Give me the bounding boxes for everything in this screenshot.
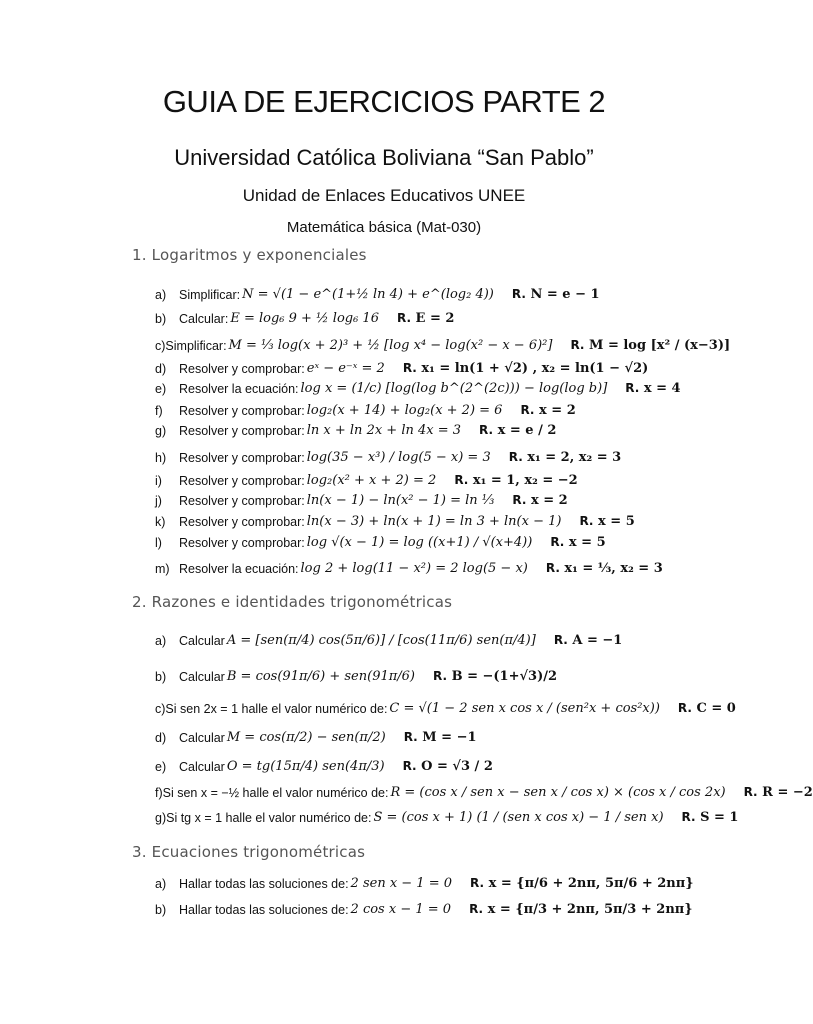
exercise-item: [155, 514, 728, 529]
answer-value: x = 4: [643, 381, 681, 396]
item-text: Calcular: [179, 759, 225, 774]
exercise-item: [155, 338, 731, 353]
item-expression: ln(x − 1) − ln(x² − 1) = ln ⅓: [306, 493, 495, 508]
answer-value: x = e / 2: [497, 423, 557, 438]
unit-name: Unidad de Enlaces Educativos UNEE: [242, 186, 526, 205]
item-text: Calcular:: [179, 311, 229, 326]
item-text: Resolver y comprobar:: [179, 514, 305, 529]
item-text: Resolver y comprobar:: [179, 423, 305, 438]
item-answer: [520, 403, 575, 418]
item-answer: [404, 730, 477, 745]
item-label: j): [155, 493, 162, 508]
answer-value: N = e − 1: [530, 287, 600, 302]
item-text: Resolver y comprobar:: [179, 450, 305, 465]
answer-value: x = 5: [568, 535, 606, 550]
course-name: Matemática básica (Mat-030): [286, 219, 482, 236]
item-text: Calcular: [179, 633, 225, 648]
exercise-item: [155, 473, 728, 488]
answer-value: E = 2: [415, 311, 455, 326]
exercise-item: [155, 450, 728, 465]
answer-prefix: R.: [402, 759, 417, 773]
exercise-item: [155, 902, 728, 917]
item-text: Resolver la ecuación:: [179, 381, 299, 396]
item-label: b): [155, 902, 167, 917]
item-label: i): [155, 473, 162, 488]
item-label: g): [155, 810, 167, 825]
item-expression: O = tg(15π/4) sen(4π/3): [226, 759, 385, 774]
item-answer: [512, 493, 567, 508]
item-label: g): [155, 423, 167, 438]
item-label: b): [155, 311, 167, 326]
answer-value: x = 2: [530, 493, 568, 508]
item-expression: log(35 − x³) / log(5 − x) = 3: [306, 450, 491, 465]
item-answer: [512, 287, 600, 302]
answer-value: C = 0: [696, 701, 736, 716]
answer-prefix: R.: [403, 730, 418, 744]
item-label: d): [155, 361, 167, 376]
item-label: k): [155, 514, 166, 529]
section-heading: 1. Logaritmos y exponenciales: [132, 246, 367, 264]
item-text: Calcular: [179, 669, 225, 684]
item-label: l): [155, 535, 162, 550]
section-heading: 3. Ecuaciones trigonométricas: [132, 843, 366, 861]
item-answer: [570, 338, 730, 353]
answer-value: x = {π/6 + 2nπ, 5π/6 + 2nπ}: [488, 876, 694, 891]
exercise-item: [155, 759, 728, 774]
answer-value: x₁ = 2, x₂ = 3: [527, 450, 622, 465]
item-text: Hallar todas las soluciones de:: [179, 876, 349, 891]
answer-prefix: R.: [520, 403, 535, 417]
item-text: Si sen x = −½ halle el valor numérico de:: [162, 785, 389, 800]
item-expression: B = cos(91π/6) + sen(91π/6): [226, 669, 416, 684]
item-label: e): [155, 759, 167, 774]
item-expression: log₂(x² + x + 2) = 2: [306, 473, 437, 488]
exercise-item: [155, 785, 813, 800]
item-answer: [509, 450, 621, 465]
item-text: Resolver y comprobar:: [179, 535, 305, 550]
exercise-item: [155, 669, 728, 684]
exercise-item: [155, 561, 728, 576]
item-answer: [469, 902, 693, 917]
answer-prefix: R.: [553, 633, 568, 647]
answer-prefix: R.: [469, 902, 484, 916]
item-text: Calcular: [179, 730, 225, 745]
item-label: m): [155, 561, 170, 576]
item-expression: ln(x − 3) + ln(x + 1) = ln 3 + ln(x − 1): [306, 514, 562, 529]
item-expression: log₂(x + 14) + log₂(x + 2) = 6: [306, 403, 503, 418]
item-text: Si tg x = 1 halle el valor numérico de:: [166, 810, 372, 825]
page-title: GUIA DE EJERCICIOS PARTE 2: [162, 84, 606, 119]
item-expression: log √(x − 1) = log ((x+1) / √(x+4)): [306, 535, 533, 550]
item-expression: ln x + ln 2x + ln 4x = 3: [306, 423, 462, 438]
answer-prefix: R.: [545, 561, 560, 575]
item-text: Resolver y comprobar:: [179, 473, 305, 488]
item-answer: [454, 473, 577, 488]
exercise-item: [155, 633, 728, 648]
exercise-item: [155, 493, 728, 508]
item-answer: [470, 876, 694, 891]
item-expression: E = log₆ 9 + ½ log₆ 16: [230, 311, 379, 326]
item-expression: A = [sen(π/4) cos(5π/6)] / [cos(11π/6) sen(π/4)]: [226, 633, 536, 648]
exercise-item: [155, 730, 728, 745]
answer-value: x = {π/3 + 2nπ, 5π/3 + 2nπ}: [487, 902, 693, 917]
answer-prefix: R.: [511, 287, 526, 301]
answer-prefix: R.: [470, 876, 485, 890]
university-name: Universidad Católica Boliviana “San Pablo”: [174, 145, 594, 170]
exercise-item: [155, 403, 728, 418]
item-expression: M = cos(π/2) − sen(π/2): [226, 730, 386, 745]
item-label: h): [155, 450, 167, 465]
answer-value: x₁ = ln(1 + √2) , x₂ = ln(1 − √2): [421, 361, 649, 376]
answer-value: S = 1: [700, 810, 739, 825]
answer-prefix: R.: [570, 338, 585, 352]
item-label: f): [155, 403, 163, 418]
item-answer: [403, 759, 493, 774]
item-answer: [479, 423, 556, 438]
answer-value: x₁ = ⅓, x₂ = 3: [564, 561, 663, 576]
answer-prefix: R.: [550, 535, 565, 549]
item-text: Resolver y comprobar:: [179, 403, 305, 418]
answer-value: x = 2: [539, 403, 576, 418]
answer-value: M = −1: [422, 730, 477, 745]
answer-prefix: R.: [743, 785, 758, 799]
exercise-item: [155, 810, 739, 825]
item-answer: [550, 535, 605, 550]
item-text: Resolver y comprobar:: [179, 493, 305, 508]
item-expression: N = √(1 − e^(1+½ ln 4) + e^(log₂ 4)): [242, 287, 494, 302]
item-expression: eˣ − e⁻ˣ = 2: [306, 361, 385, 376]
exercise-item: [155, 535, 728, 550]
item-label: d): [155, 730, 167, 745]
exercise-item: [155, 311, 728, 326]
item-text: Simplificar:: [165, 338, 227, 353]
item-text: Simplificar:: [179, 287, 241, 302]
item-label: a): [155, 876, 167, 891]
item-answer: [397, 311, 454, 326]
item-label: a): [155, 633, 167, 648]
item-expression: 2 cos x − 1 = 0: [350, 902, 452, 917]
item-expression: log x = (1/c) [log(log b^(2^(2c))) − log(log b)]: [300, 381, 608, 396]
answer-prefix: R.: [579, 514, 594, 528]
item-answer: [433, 669, 557, 684]
item-answer: [579, 514, 634, 529]
item-expression: S = (cos x + 1) (1 / (sen x cos x) − 1 / sen x): [373, 810, 664, 825]
answer-prefix: R.: [508, 450, 523, 464]
answer-prefix: R.: [677, 701, 692, 715]
item-text: Resolver y comprobar:: [179, 361, 305, 376]
answer-value: B = −(1+√3)/2: [451, 669, 558, 684]
answer-prefix: R.: [454, 473, 469, 487]
item-label: c): [155, 701, 166, 716]
answer-value: R = −2: [762, 785, 813, 800]
item-expression: C = √(1 − 2 sen x cos x / (sen²x + cos²x)): [389, 701, 660, 716]
exercise-item: [155, 381, 728, 396]
answer-prefix: R.: [625, 381, 640, 395]
item-answer: [546, 561, 663, 576]
exercise-item: [155, 361, 728, 376]
exercise-item: [155, 701, 736, 716]
item-label: a): [155, 287, 167, 302]
answer-value: A = −1: [572, 633, 623, 648]
item-expression: R = (cos x / sen x − sen x / cos x) × (cos x / cos 2x): [390, 785, 726, 800]
answer-value: O = √3 / 2: [421, 759, 493, 774]
item-answer: [554, 633, 623, 648]
answer-value: x = 5: [598, 514, 635, 529]
item-answer: [403, 361, 648, 376]
answer-prefix: R.: [433, 669, 448, 683]
item-label: e): [155, 381, 167, 396]
item-expression: log 2 + log(11 − x²) = 2 log(5 − x): [300, 561, 528, 576]
item-text: Hallar todas las soluciones de:: [179, 902, 349, 917]
item-expression: 2 sen x − 1 = 0: [350, 876, 453, 891]
item-text: Resolver la ecuación:: [179, 561, 299, 576]
answer-prefix: R.: [396, 311, 412, 325]
section-heading: 2. Razones e identidades trigonométricas: [132, 593, 453, 611]
item-answer: [744, 785, 813, 800]
exercise-item: [155, 287, 728, 302]
answer-prefix: R.: [402, 361, 417, 375]
answer-value: M = log [x² / (x−3)]: [589, 338, 731, 353]
answer-prefix: R.: [681, 810, 696, 824]
answer-prefix: R.: [512, 493, 527, 507]
answer-prefix: R.: [479, 423, 494, 437]
item-answer: [625, 381, 680, 396]
item-answer: [682, 810, 739, 825]
exercise-item: [155, 423, 728, 438]
item-label: f): [155, 785, 163, 800]
exercise-item: [155, 876, 728, 891]
answer-value: x₁ = 1, x₂ = −2: [472, 473, 578, 488]
item-label: c): [155, 338, 166, 353]
item-answer: [678, 701, 736, 716]
item-expression: M = ⅓ log(x + 2)³ + ½ [log x⁴ − log(x² − x − 6)²]: [228, 338, 553, 353]
item-label: b): [155, 669, 167, 684]
item-text: Si sen 2x = 1 halle el valor numérico de:: [165, 701, 388, 716]
